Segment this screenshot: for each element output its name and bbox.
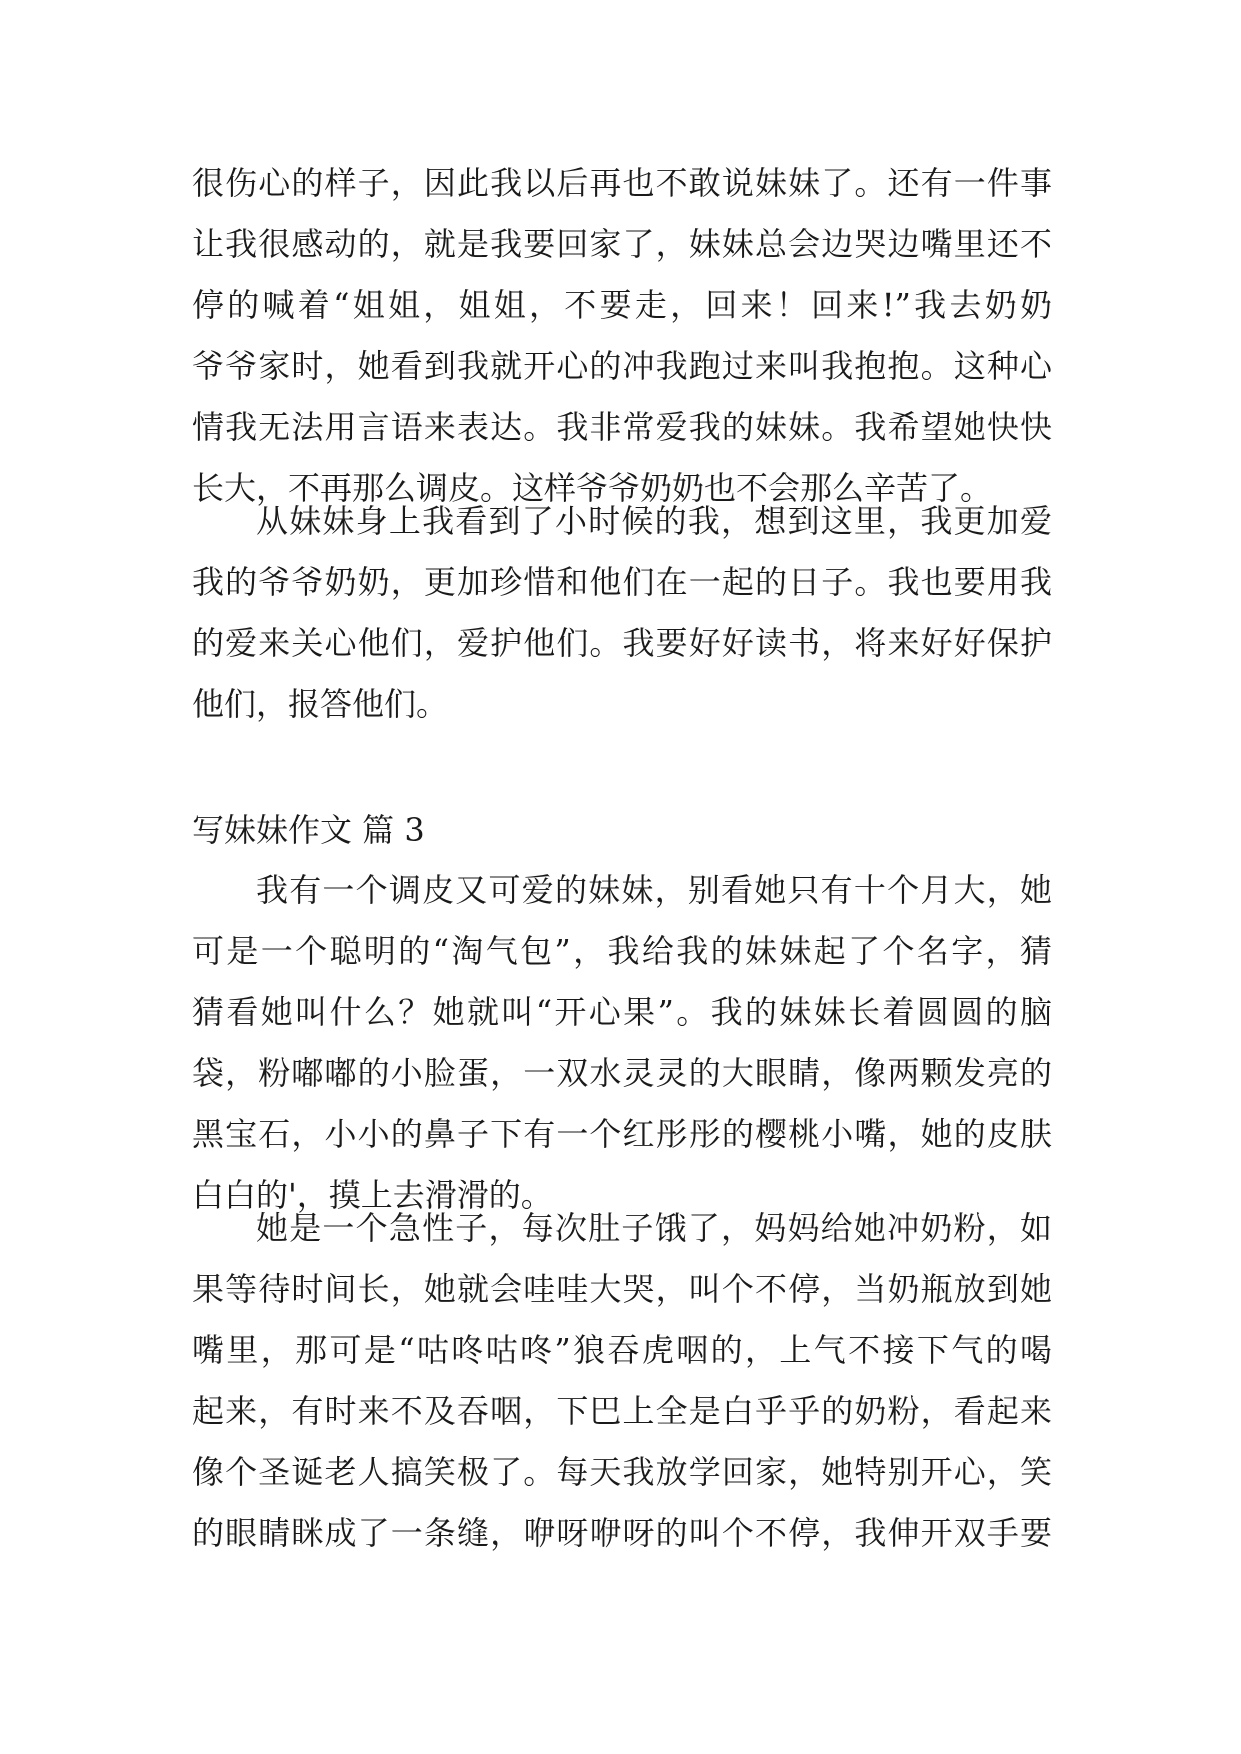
text-line: 白白的'，摸上去滑滑的。 [192,1176,553,1214]
text-line: 可是一个聪明的“淘气包”，我给我的妹妹起了个名字，猜 [192,932,1052,970]
text-line: 爷爷家时，她看到我就开心的冲我跑过来叫我抱抱。这种心 [192,347,1052,385]
text-line: 长大，不再那么调皮。这样爷爷奶奶也不会那么辛苦了。 [192,469,993,507]
text-line: 我的爷爷奶奶，更加珍惜和他们在一起的日子。我也要用我 [192,563,1052,601]
text-line: 嘴里，那可是“咕咚咕咚”狼吞虎咽的，上气不接下气的喝 [192,1331,1052,1369]
text-line: 她是一个急性子，每次肚子饿了，妈妈给她冲奶粉，如 [256,1209,1052,1247]
section-heading: 写妹妹作文 篇 3 [192,811,425,849]
text-line: 很伤心的样子，因此我以后再也不敢说妹妹了。还有一件事 [192,164,1052,202]
text-line: 黑宝石，小小的鼻子下有一个红彤彤的樱桃小嘴，她的皮肤 [192,1115,1052,1153]
text-line: 果等待时间长，她就会哇哇大哭，叫个不停，当奶瓶放到她 [192,1270,1052,1308]
essay3-first-paragraph [192,860,1052,1226]
text-line: 的爱来关心他们，爱护他们。我要好好读书，将来好好保护 [192,624,1052,662]
text-line: 情我无法用言语来表达。我非常爱我的妹妹。我希望她快快 [192,408,1052,446]
text-line: 像个圣诞老人搞笑极了。每天我放学回家，她特别开心，笑 [192,1453,1052,1491]
text-line: 从妹妹身上我看到了小时候的我，想到这里，我更加爱 [256,502,1052,540]
text-line: 猜看她叫什么？她就叫“开心果”。我的妹妹长着圆圆的脑 [192,993,1052,1031]
essay-closing-paragraph [192,491,1052,735]
text-line: 他们，报答他们。 [192,685,449,723]
text-line: 起来，有时来不及吞咽，下巴上全是白乎乎的奶粉，看起来 [192,1392,1052,1430]
essay-continuation-paragraph [192,153,1052,519]
text-line: 我有一个调皮又可爱的妹妹，别看她只有十个月大，她 [256,871,1052,909]
essay3-second-paragraph [192,1198,1052,1564]
text-line: 袋，粉嘟嘟的小脸蛋，一双水灵灵的大眼睛，像两颗发亮的 [192,1054,1052,1092]
text-line: 让我很感动的，就是我要回家了，妹妹总会边哭边嘴里还不 [192,225,1052,263]
section-heading-block [192,800,1052,861]
text-line: 停的喊着“姐姐，姐姐，不要走，回来！回来!”我去奶奶 [192,286,1052,324]
text-line: 的眼睛眯成了一条缝，咿呀咿呀的叫个不停，我伸开双手要 [192,1514,1052,1552]
